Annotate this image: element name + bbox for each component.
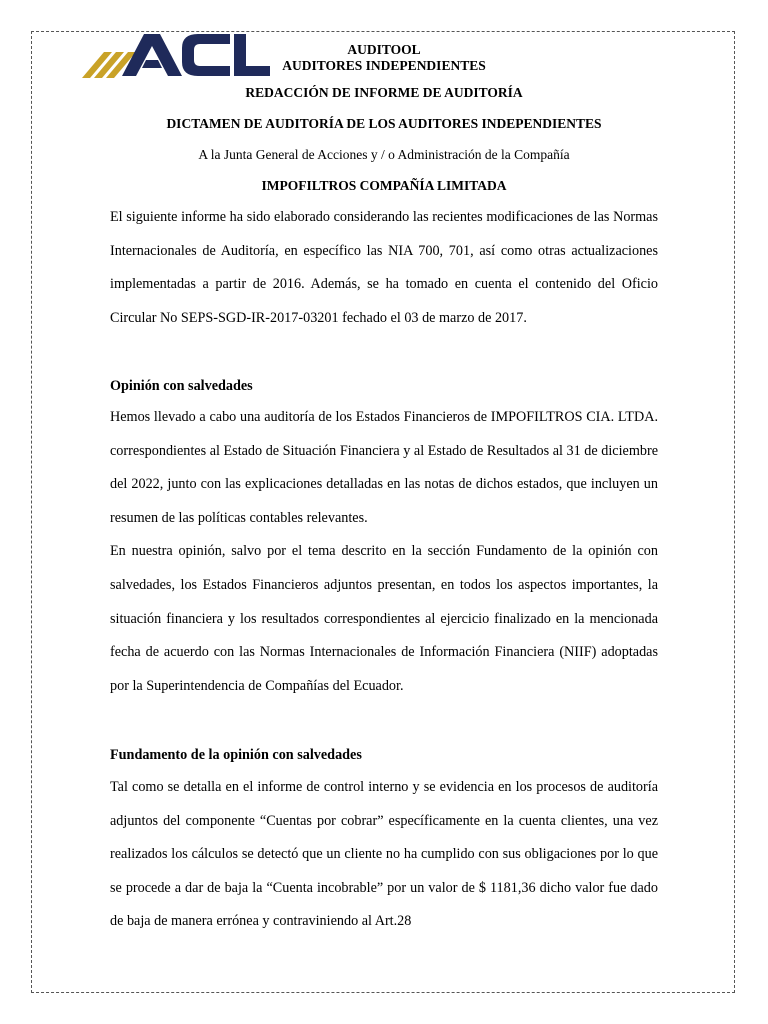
company-name: IMPOFILTROS COMPAÑÍA LIMITADA: [261, 178, 507, 193]
firm-name: AUDITOOL: [347, 42, 421, 57]
intro-paragraph: El siguiente informe ha sido elaborado considerando las recientes modificaciones de las Normas Internacionales de Auditoría, en específico las NIA 700, 701, así como otras actualizaciones implementadas a partir de 2016. Además, se ha tomado en cuenta el contenido del Oficio Circular No SEPS-SGD-IR-2017-03201 fechado el 03 de marzo de 2017.: [110, 209, 658, 326]
fundamento-section: [110, 771, 658, 939]
firm-header: [262, 42, 506, 74]
opinion-section: [110, 401, 658, 703]
opinion-paragraph-1: Hemos llevado a cabo una auditoría de los Estados Financieros de IMPOFILTROS CIA. LTDA. correspondientes al Estado de Situación Financiera y al Estado de Resultados al 31 de diciembre del 2022, junto con las explicaciones detalladas en las notas de dichos estados, que incluyen un resumen de las políticas contables relevantes.: [110, 409, 658, 526]
dictamen-title: DICTAMEN DE AUDITORÍA DE LOS AUDITORES INDEPENDIENTES: [166, 116, 602, 131]
fundamento-paragraph-1: Tal como se detalla en el informe de control interno y se evidencia en los procesos de auditoría adjuntos del componente “Cuentas por cobrar” específicamente en la cuenta clientes, una vez realizados los cálculos se detectó que un cliente no ha cumplido con sus obligaciones por lo que se procede a dar de baja la “Cuenta incobrable” por un valor de $ 1181,36 dicho valor fue dado de baja de manera errónea y contraviniendo al Art.28: [110, 779, 658, 930]
section-title: REDACCIÓN DE INFORME DE AUDITORÍA: [245, 85, 523, 100]
acl-logo: [82, 32, 272, 78]
addressee-line: A la Junta General de Acciones y / o Administración de la Compañía: [198, 147, 570, 162]
opinion-heading: Opinión con salvedades: [110, 378, 253, 394]
firm-subtitle: AUDITORES INDEPENDIENTES: [282, 58, 486, 73]
fundamento-heading: Fundamento de la opinión con salvedades: [110, 747, 362, 763]
opinion-paragraph-2: En nuestra opinión, salvo por el tema descrito en la sección Fundamento de la opinión con salvedades, los Estados Financieros adjuntos presentan, en todos los aspectos importantes, la situación financiera y los resultados correspondientes al ejercicio finalizado en la mencionada fecha de acuerdo con las Normas Internacionales de Información Financiera (NIIF) adoptadas por la Superintendencia de Compañías del Ecuador.: [110, 543, 658, 694]
